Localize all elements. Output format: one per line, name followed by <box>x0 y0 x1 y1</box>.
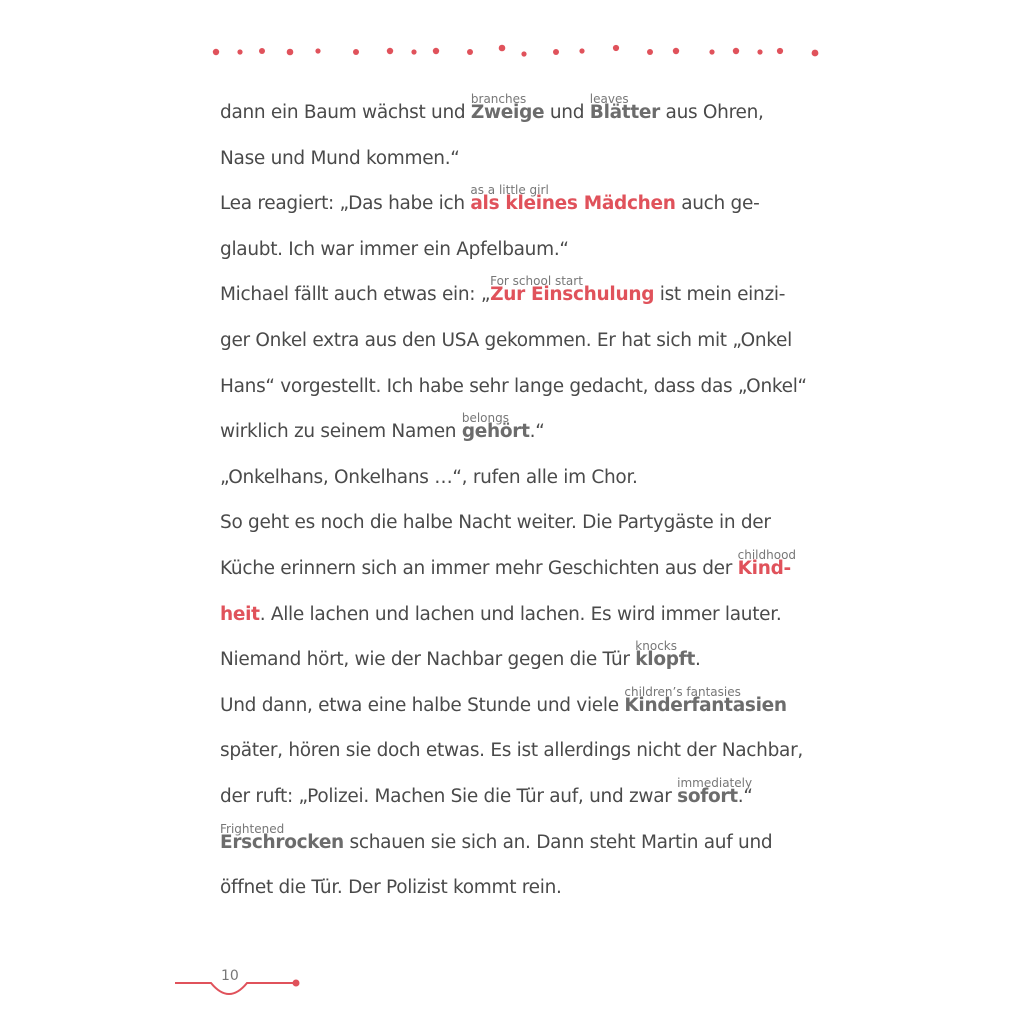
vocab-word <box>635 639 695 671</box>
text-segment: der ruft: „Polizei. Machen Sie die Tür auf, und zwar <box>220 785 678 807</box>
text-line <box>220 272 786 318</box>
vocab-gloss: belongs <box>461 411 509 426</box>
decorative-dot <box>499 45 506 52</box>
decorative-dot <box>213 49 219 55</box>
vocab-word-text: als kleines Mädchen <box>470 193 676 215</box>
vocab-gloss: branches <box>470 92 527 106</box>
text-line <box>220 136 780 182</box>
vocab-gloss: as a little girl <box>470 183 549 198</box>
vocab-word <box>461 411 530 443</box>
decorative-dot <box>467 49 473 55</box>
text-segment: Hans“ vorgestellt. Ich habe sehr lange gedacht, dass das „Onkel“ <box>220 375 807 397</box>
text-line <box>220 90 780 136</box>
text-line <box>220 865 780 911</box>
vocab-word-text: Erschrocken <box>220 831 344 853</box>
vocab-word-text: Kind- <box>737 557 791 579</box>
footer-ornament <box>175 955 315 1005</box>
text-line <box>220 500 780 546</box>
text-segment: dann ein Baum wächst und <box>220 102 471 123</box>
text-segment: Und dann, etwa eine halbe Stunde und viele <box>220 694 625 716</box>
decorative-dot <box>673 48 679 54</box>
vocab-gloss: knocks <box>635 639 677 654</box>
decorative-dot <box>812 50 819 57</box>
decorative-dot <box>777 48 783 54</box>
vocab-word-text: heit <box>220 603 260 625</box>
text-segment: ger Onkel extra aus den USA gekommen. Er hat sich mit „Onkel <box>220 329 792 351</box>
vocab-gloss: For school start <box>490 274 583 289</box>
text-line <box>220 409 780 455</box>
vocab-word-text: Kinderfantasien <box>624 694 787 716</box>
vocab-word <box>490 274 655 306</box>
page-footer <box>175 955 315 1005</box>
text-line <box>220 683 787 729</box>
vocab-word <box>737 547 797 579</box>
text-segment: . Alle lachen und lachen und lachen. Es wird immer lauter. <box>259 603 782 625</box>
vocab-gloss: children’s fantasies <box>624 684 741 699</box>
text-line <box>220 318 792 364</box>
vocab-gloss: Frightened <box>220 821 285 836</box>
decorative-dot <box>553 49 559 55</box>
text-line <box>220 592 780 638</box>
decorative-dot <box>579 48 584 53</box>
text-segment: Niemand hört, wie der Nachbar gegen die Tür <box>220 649 636 671</box>
vocab-word <box>470 183 676 215</box>
text-segment: Küche erinnern sich an immer mehr Geschichten aus der <box>220 557 738 579</box>
decorative-dot <box>733 48 739 54</box>
text-segment: Lea reagiert: „Das habe ich <box>220 193 471 215</box>
page-number: 10 <box>221 968 239 984</box>
text-segment: So geht es noch die halbe Nacht weiter. Die Partygäste in der <box>220 512 771 534</box>
decorative-dot <box>647 49 653 55</box>
text-line <box>220 820 780 866</box>
text-segment: .“ <box>737 785 753 807</box>
story-text <box>220 90 807 911</box>
vocab-word <box>220 821 344 853</box>
vocab-word <box>220 603 260 625</box>
vocab-gloss: immediately <box>677 775 753 790</box>
decorative-dot <box>315 48 320 53</box>
decorative-dot <box>433 48 439 54</box>
decorative-dot <box>521 51 526 56</box>
text-segment: aus Ohren, <box>659 102 764 123</box>
text-segment: Nase und Mund kommen.“ <box>220 147 460 169</box>
vocab-gloss: childhood <box>737 547 797 562</box>
text-segment: .“ <box>529 421 545 443</box>
vocab-word <box>589 92 660 123</box>
text-line <box>220 227 780 273</box>
text-segment: und <box>544 102 590 123</box>
text-segment: glaubt. Ich war immer ein Apfelbaum.“ <box>220 238 569 260</box>
text-line <box>220 181 780 227</box>
decorative-dot <box>411 49 416 54</box>
text-segment: schauen sie sich an. Dann steht Martin auf und <box>343 831 773 853</box>
vocab-gloss: leaves <box>589 92 629 106</box>
decorative-dot <box>709 49 714 54</box>
text-segment: . <box>695 649 701 671</box>
text-line <box>220 546 797 592</box>
vocab-word-text: sofort <box>677 785 738 807</box>
text-line <box>220 728 803 774</box>
text-segment: öffnet die Tür. Der Polizist kommt rein. <box>220 877 562 899</box>
text-line <box>220 455 780 501</box>
vocab-word-text: Blätter <box>589 102 660 123</box>
decorative-dot <box>757 49 762 54</box>
text-segment: auch ge- <box>675 193 760 215</box>
decorative-dot <box>353 49 359 55</box>
text-segment: ist mein einzi- <box>654 284 786 306</box>
vocab-word-text: Zur Einschulung <box>490 284 655 306</box>
text-line <box>220 637 780 683</box>
text-line <box>220 364 807 410</box>
text-segment: wirklich zu seinem Namen <box>220 421 462 443</box>
decorative-dot <box>259 48 265 54</box>
vocab-word <box>470 92 545 123</box>
decorative-dot <box>237 49 242 54</box>
decorative-dot <box>387 48 393 54</box>
vocab-word-text: klopft <box>635 649 695 671</box>
vocab-word-text: Zweige <box>470 102 545 123</box>
vocab-word <box>677 775 753 807</box>
text-segment: Michael fällt auch etwas ein: „ <box>220 284 491 306</box>
vocab-word-text: gehört <box>461 421 530 443</box>
text-segment: später, hören sie doch etwas. Es ist allerdings nicht der Nachbar, <box>220 740 803 762</box>
decorative-dot <box>287 49 294 56</box>
text-segment: „Onkelhans, Onkelhans …“, rufen alle im Chor. <box>220 466 638 488</box>
decorative-dot <box>613 45 619 51</box>
decorative-dot-border <box>0 0 1024 80</box>
vocab-word <box>624 684 787 716</box>
text-line <box>220 774 780 820</box>
